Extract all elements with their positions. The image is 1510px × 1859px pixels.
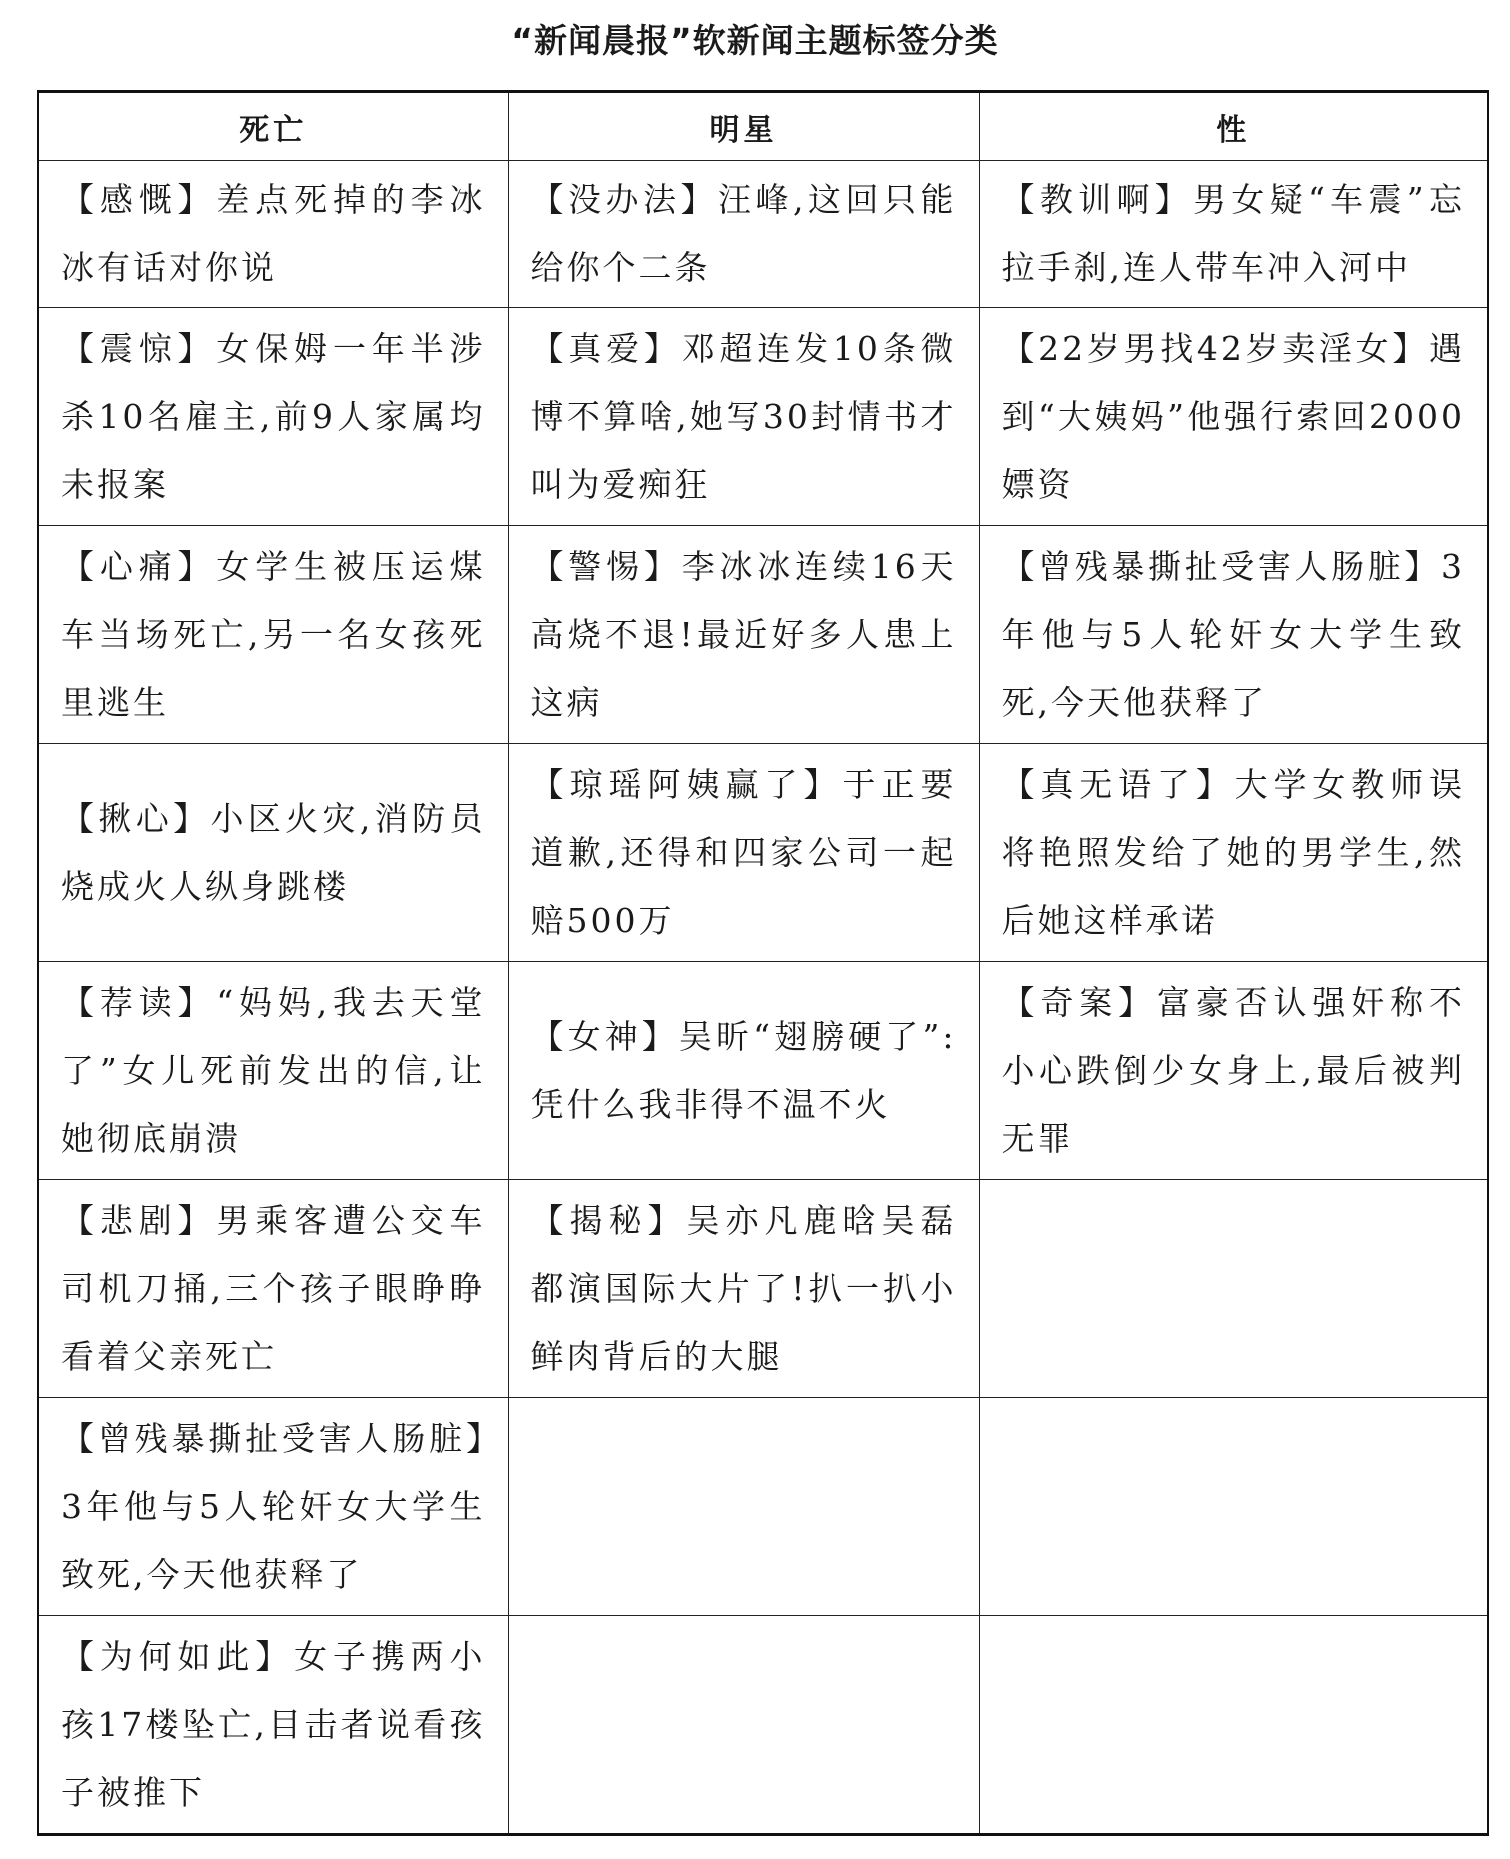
column-header-sex: 性 — [979, 92, 1488, 161]
table-cell: 【曾残暴撕扯受害人肠脏】3年他与5人轮奸女大学生致死,今天他获释了 — [38, 1398, 508, 1616]
empty-table-cell — [508, 1398, 979, 1616]
table-row — [38, 161, 1488, 308]
column-header-death: 死亡 — [38, 92, 508, 161]
table-row — [38, 744, 1488, 962]
table-cell: 【荐读】“妈妈,我去天堂了”女儿死前发出的信,让她彻底崩溃 — [38, 962, 508, 1180]
table-header-row — [38, 92, 1488, 161]
empty-table-cell — [508, 1616, 979, 1835]
table-row — [38, 526, 1488, 744]
table-cell: 【教训啊】男女疑“车震”忘拉手刹,连人带车冲入河中 — [979, 161, 1488, 308]
table-cell: 【没办法】汪峰,这回只能给你个二条 — [508, 161, 979, 308]
table-row — [38, 1180, 1488, 1398]
table-cell: 【揭秘】吴亦凡鹿晗吴磊都演国际大片了!扒一扒小鲜肉背后的大腿 — [508, 1180, 979, 1398]
table-cell: 【真爱】邓超连发10条微博不算啥,她写30封情书才叫为爱痴狂 — [508, 308, 979, 526]
table-cell: 【22岁男找42岁卖淫女】遇到“大姨妈”他强行索回2000嫖资 — [979, 308, 1488, 526]
tag-classification-table — [37, 90, 1489, 1836]
table-cell: 【真无语了】大学女教师误将艳照发给了她的男学生,然后她这样承诺 — [979, 744, 1488, 962]
table-cell: 【感慨】差点死掉的李冰冰有话对你说 — [38, 161, 508, 308]
empty-table-cell — [979, 1616, 1488, 1835]
table-cell: 【为何如此】女子携两小孩17楼坠亡,目击者说看孩子被推下 — [38, 1616, 508, 1835]
table-cell: 【心痛】女学生被压运煤车当场死亡,另一名女孩死里逃生 — [38, 526, 508, 744]
table-cell: 【女神】吴昕“翅膀硬了”:凭什么我非得不温不火 — [508, 962, 979, 1180]
table-cell: 【悲剧】男乘客遭公交车司机刀捅,三个孩子眼睁睁看着父亲死亡 — [38, 1180, 508, 1398]
table-row — [38, 308, 1488, 526]
empty-table-cell — [979, 1180, 1488, 1398]
table-cell: 【揪心】小区火灾,消防员烧成火人纵身跳楼 — [38, 744, 508, 962]
column-header-celebrity: 明星 — [508, 92, 979, 161]
empty-table-cell — [979, 1398, 1488, 1616]
table-row — [38, 1398, 1488, 1616]
page-title: “新闻晨报”软新闻主题标签分类 — [511, 21, 999, 60]
table-cell: 【震惊】女保姆一年半涉杀10名雇主,前9人家属均未报案 — [38, 308, 508, 526]
table-cell: 【曾残暴撕扯受害人肠脏】3年他与5人轮奸女大学生致死,今天他获释了 — [979, 526, 1488, 744]
table-cell: 【琼瑶阿姨赢了】于正要道歉,还得和四家公司一起赔500万 — [508, 744, 979, 962]
table-cell: 【奇案】富豪否认强奸称不小心跌倒少女身上,最后被判无罪 — [979, 962, 1488, 1180]
table-cell: 【警惕】李冰冰连续16天高烧不退!最近好多人患上这病 — [508, 526, 979, 744]
table-row — [38, 1616, 1488, 1835]
table-row — [38, 962, 1488, 1180]
